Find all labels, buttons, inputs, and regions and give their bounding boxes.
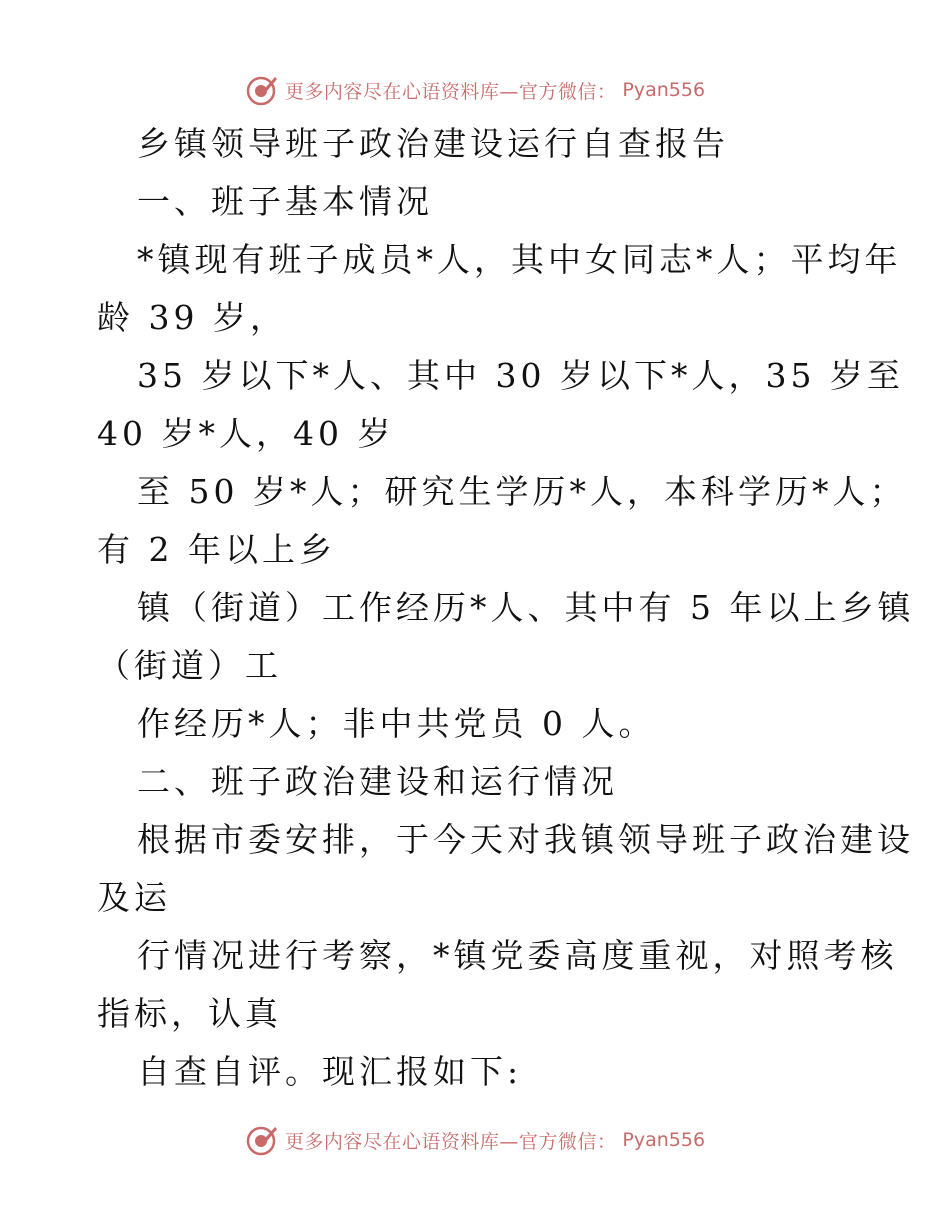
section-heading-1: 一、班子基本情况 (137, 182, 433, 221)
paragraph-line: （街道）工 (97, 646, 282, 685)
paragraph-line: 40 岁*人，40 岁 (97, 414, 395, 453)
paragraph-line: *镇现有班子成员*人，其中女同志*人；平均年 (137, 240, 902, 279)
watermark-text: 更多内容尽在心语资料库—官方微信： (284, 1130, 617, 1153)
paragraph-line: 根据市委安排，于今天对我镇领导班子政治建设 (137, 820, 914, 859)
document-title: 乡镇领导班子政治建设运行自查报告 (137, 124, 729, 163)
paragraph-line: 镇（街道）工作经历*人、其中有 5 年以上乡镇 (137, 588, 915, 627)
paragraph-line: 自查自评。现汇报如下: (137, 1052, 523, 1091)
watermark-wechat-id: Pyan556 (622, 1129, 706, 1151)
quill-logo-icon (245, 1123, 279, 1157)
paragraph-line: 行情况进行考察，*镇党委高度重视，对照考核 (137, 936, 898, 975)
quill-logo-icon (245, 73, 279, 107)
watermark-text: 更多内容尽在心语资料库—官方微信： (284, 80, 617, 103)
header-watermark (0, 70, 950, 110)
footer-watermark (0, 1120, 950, 1160)
section-heading-2: 二、班子政治建设和运行情况 (137, 762, 618, 801)
paragraph-line: 有 2 年以上乡 (97, 530, 336, 569)
paragraph-line: 35 岁以下*人、其中 30 岁以下*人，35 岁至 (137, 356, 904, 395)
watermark-wechat-id: Pyan556 (622, 79, 706, 101)
paragraph-line: 龄 39 岁， (97, 298, 287, 337)
paragraph-line: 指标，认真 (97, 994, 282, 1033)
paragraph-line: 作经历*人；非中共党员 0 人。 (137, 704, 656, 743)
paragraph-line: 及运 (97, 878, 171, 917)
paragraph-line: 至 50 岁*人；研究生学历*人，本科学历*人； (137, 472, 907, 511)
